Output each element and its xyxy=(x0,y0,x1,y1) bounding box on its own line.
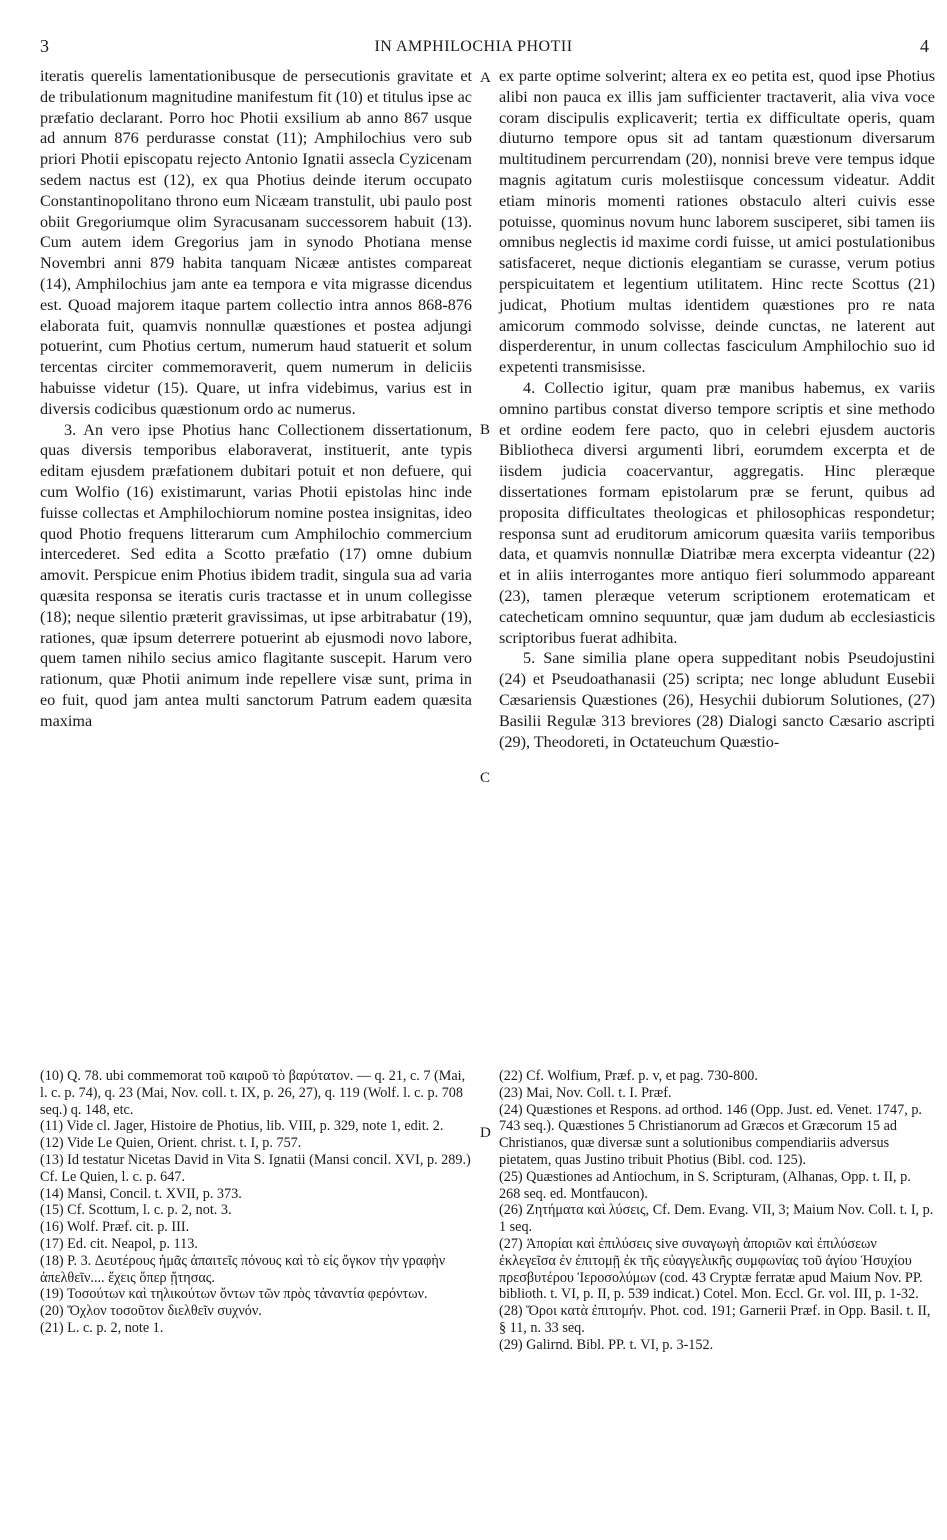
right-text-column xyxy=(499,66,935,752)
margin-marker-a: A xyxy=(480,70,491,86)
margin-marker-b: B xyxy=(480,422,491,438)
footnote: (27) Ἀπορίαι καὶ ἐπιλύσεις sive συναγωγὴ ἀποριῶν καὶ ἐπιλύσεων ἐκλεγεῖσα ἐν ἐπιτομῇ ἐκ τῆς εὐαγγελικῆς συμφωνίας τοῦ ἁγίου Ἡσυχίου πρεσβυτέρου Ἱεροσολύμων (cod. 43 Cryptæ ferratæ apud Maium Nov. PP. biblioth. t. VI, p. II, p. 539 indicat.) Cotel. Mon. Eccl. Gr. vol. III, p. 1-32. xyxy=(499,1235,923,1303)
footnote: (12) Vide Le Quien, Orient. christ. t. I, p. 757. xyxy=(40,1135,302,1152)
footnote: (10) Q. 78. ubi commemorat τοῦ καιροῦ τὸ βαρύτατον. — q. 21, c. 7 (Mai, l. c. p. 74), q. 23 (Mai, Nov. coll. t. IX, p. 26, 27), q. 119 (Wolf. l. c. p. 708 seq.) q. 148, etc. xyxy=(40,1068,466,1118)
paragraph: ex parte optime solverint; altera ex eo petita est, quod ipse Photius alibi non pauca ex illis jam sufficienter tractaverit, alia viva voce coram discipulis explicaverit; tertia ex difficultate operis, quam diuturno tempore opus sit ad tantam quæstionum diversarum multitudinem percurrendam (20), nonnisi breve vere tempus idque magnis agitatum curis molestiisque concessum videatur. Addit etiam minoris momenti rationes obstaculo alteri cuivis esse potuisse, quominus novum hunc laborem susciperet, sibi tamen iis omnibus neglectis id maxime cordi fuisse, ut amici postulationibus satisfaceret, neque dictionis elegantiam se curasse, verum potius perspicuitatem et legentium utilitatem. Hinc recte Scottus (21) judicat, Photium multas identidem quæstiones pro re nata amicorum commodo solvisse, deinde cunctas, ne laterent aut disperderentur, in unum collectas fasciculum Amphilochio suo id expetenti transmisisse. xyxy=(499,67,935,377)
footnote: (22) Cf. Wolfium, Præf. p. v, et pag. 730-800. xyxy=(499,1068,758,1084)
footnote: (26) Ζητήματα καὶ λύσεις, Cf. Dem. Evang. VII, 3; Maium Nov. Coll. t. I, p. 1 seq. xyxy=(499,1202,934,1236)
footnote: (28) Ὅροι κατὰ ἐπιτομήν. Phot. cod. 191; Garnerii Præf. in Opp. Basil. t. II, § 11, n. 33 seq. xyxy=(499,1303,931,1336)
paragraph: iteratis querelis lamentationibusque de persecutionis gravitate et de tribulationum magnitudine manifestum fit (10) et titulus ipse ac præfatio declarant. Porro hoc Photii exsilium ab anno 867 usque ad annum 876 perdurasse constat (11); Amphilochius vero sub priori Photii episcopatu rejecto Antonio Ignatii assecla Cyzicenam sedem nactus est (12), ex qua Photius deinde iterum occupato Constantinopolitano throno eum Nicæam transtulit, ubi paulo post obiit Gregoriumque olim Syracusanam successorem habuit (13). Cum autem idem Gregorius jam in synodo Photiana mense Novembri anni 879 habita tanquam Nicææ antistes compareat (14), Amphilochius jam ante ea tempora e vita migrasse dicendus est. Quoad majorem itaque partem collectio intra annos 868-876 elaborata fuit, quamvis nonnullæ quæstiones et postea adjungi potuerint, cum Photius certum, numerum haud statuerit et solum tercentas circiter commemoraverit, quem numerum in deliciis habuisse videtur (15). Quare, ut infra videbimus, varius est in diversis codicibus quæstionum ordo ac numerus. xyxy=(40,67,472,418)
footnote: (25) Quæstiones ad Antiochum, in S. Scripturam, (Alhanas, Opp. t. II, p. 268 seq. ed. Montfaucon). xyxy=(499,1168,911,1202)
footnotes-left xyxy=(40,1068,472,1337)
footnote: (15) Cf. Scottum, l. c. p. 2, not. 3. xyxy=(40,1202,232,1219)
margin-marker-c: C xyxy=(480,770,491,786)
footnote: (11) Vide cl. Jager, Histoire de Photius, lib. VIII, p. 329, note 1, edit. 2. xyxy=(40,1118,444,1135)
footnote: (14) Mansi, Concil. t. XVII, p. 373. xyxy=(40,1185,242,1202)
footnote: (17) Ed. cit. Neapol, p. 113. xyxy=(40,1235,198,1252)
footnote: (13) Id testatur Nicetas David in Vita S. Ignatii (Mansi concil. XVI, p. 289.) Cf. Le Quien, l. c. p. 647. xyxy=(40,1151,471,1185)
margin-marker-d: D xyxy=(480,1125,491,1141)
left-text-column xyxy=(40,66,472,732)
left-page-number: 3 xyxy=(40,36,49,56)
footnote: (21) L. c. p. 2, note 1. xyxy=(40,1319,164,1336)
paragraph: 4. Collectio igitur, quam præ manibus habemus, ex variis omnino partibus constat diverso tempore scriptis et sine methodo et ordine eodem fere pacto, quo in celebri ejusdem auctoris Bibliotheca diversi argumenti libri, eorumdem excerpta et de iisdem judicia coacervantur, aggregatis. Hinc pleræque dissertationes formam epistolarum præ se ferunt, quibus ad proposita difficultates theologicas et philosophicas respondetur; responsa sunt ad eruditorum amicorum quæsita variis temporibus data, et quamvis nonnullæ Diatribæ mera excerpta videantur (22) et in aliis interrogantes more antiquo fieri solummodo appareant (23), tamen pleræque veterum scriptionem erotematicam et catecheticam omnino sequuntur, quæ jam dudum ab ecclesiasticis scriptoribus fuerat adhibita. xyxy=(499,378,935,647)
footnote: (16) Wolf. Præf. cit. p. III. xyxy=(40,1219,190,1236)
footnote: (19) Τοσούτων καὶ τηλικούτων ὄντων τῶν πρὸς τἀναντία φερόντων. xyxy=(40,1286,428,1303)
footnote: (18) P. 3. Δευτέρους ἡμᾶς ἀπαιτεῖς πόνους καὶ τὸ εἰς ὄγκον τὴν γραφὴν ἀπελθεῖν.... ἔχεις ὅπερ ᾔτησας. xyxy=(40,1252,446,1286)
running-title: IN AMPHILOCHIA PHOTII xyxy=(374,38,573,55)
footnote: (24) Quæstiones et Respons. ad orthod. 146 (Opp. Just. ed. Venet. 1747, p. 743 seq.). Quæstiones 5 Christianorum ad Græcos et Græcorum 15 ad Christianos, quæ diversæ sunt a solutionibus compendiariis adversus pietatem, quas Justino tribuit Photius (Bibl. cod. 125). xyxy=(499,1101,922,1168)
paragraph: 5. Sane similia plane opera suppeditant nobis Pseudojustini (24) et Pseudoathanasii (25) scripta; nec longe abludunt Eusebii Cæsariensis Quæstiones (26), Hesychii dubiorum Solutiones, (27) Basilii Regulæ 313 breviores (28) Dialogi sancto Cæsario ascripti (29), Theodoreti, in Octateuchum Quæstio- xyxy=(499,649,935,751)
footnote: (29) Galirnd. Bibl. PP. t. VI, p. 3-152. xyxy=(499,1336,714,1353)
paragraph: 3. An vero ipse Photius hanc Collectionem dissertationum, quas diversis temporibus elaboraverat, instituerit, ante typis editam ejusdem præfationem dubitari potuit et non defuere, qui cum Wolfio (16) existimarunt, varias Photii epistolas hinc inde fuisse collectas et Amphilochiorum nomine postea insignitas, ideo quod Photio frequens litterarum cum Amphilochio commercium intercederet. Sed edita a Scotto præfatio (17) omne dubium amovit. Perspicue enim Photius ibidem tradit, singula sua ad varia quæsita responsa se iteratis curis tractasse et in unum collegisse (18); neque silentio præterit gravissimas, ut ipse arbitrabatur (19), rationes, quæ ipsum deterrere potuerint ab ejusmodi novo labore, quem tamen nihilo secius amico flagitante suscepit. Harum vero rationum, quæ Photii animum inde repellere visæ sunt, prima in eo fuit, quod jam antea multi sanctorum Patrum eadem quæsita maxima xyxy=(40,420,472,730)
footnote: (20) Ὄχλον τοσοῦτον διελθεῖν συχνόν. xyxy=(40,1303,262,1320)
right-page-number: 4 xyxy=(920,36,929,56)
footnote: (23) Mai, Nov. Coll. t. I. Præf. xyxy=(499,1084,672,1101)
footnotes-right xyxy=(499,1068,935,1354)
